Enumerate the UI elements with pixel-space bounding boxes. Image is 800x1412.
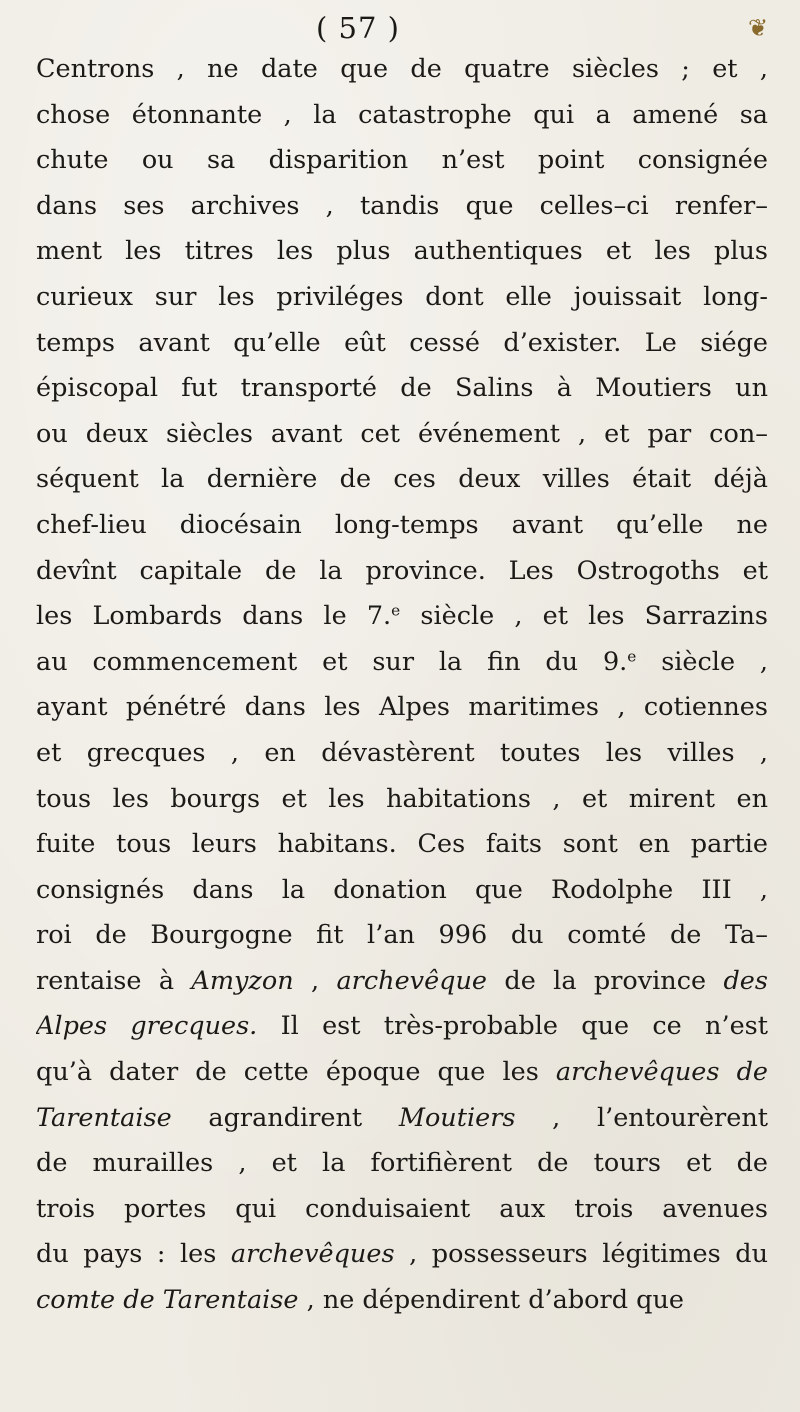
text-run: siècle , et les Sarrazins xyxy=(400,601,768,632)
text-line xyxy=(36,412,768,458)
text-run: , possesseurs légitimes du xyxy=(394,1239,768,1270)
text-line xyxy=(36,275,768,321)
text-line xyxy=(36,229,768,275)
text-run: trois portes qui conduisaient aux trois avenues xyxy=(36,1193,768,1224)
italic-text: comte de Tarentaise xyxy=(36,1285,299,1316)
body-text xyxy=(36,47,768,1324)
text-line xyxy=(36,822,768,868)
text-run: dans ses archives , tandis que celles–ci renfer– xyxy=(36,190,768,221)
text-run: du pays : les xyxy=(36,1239,231,1270)
text-line xyxy=(36,1187,768,1233)
text-run: consignés dans la donation que Rodolphe III , xyxy=(36,874,768,905)
text-line xyxy=(36,1096,768,1142)
page-number: ( 57 ) xyxy=(316,11,400,45)
text-run: séquent la dernière de ces deux villes était déjà xyxy=(36,464,768,495)
text-run: épiscopal fut transporté de Salins à Moutiers un xyxy=(36,373,768,404)
text-run: siècle , xyxy=(636,646,768,677)
text-run: , ne dépendirent d’abord que xyxy=(298,1285,684,1316)
text-run: de murailles , et la fortifièrent de tours et de xyxy=(36,1148,768,1179)
text-run: devînt capitale de la province. Les Ostrogoths et xyxy=(36,555,768,586)
italic-text: Alpes grecques. xyxy=(36,1011,258,1042)
page-header xyxy=(0,8,800,48)
text-run: chose étonnante , la catastrophe qui a amené sa xyxy=(36,99,768,130)
text-run: tous les bourgs et les habitations , et mirent en xyxy=(36,783,768,814)
italic-text: archevêques de xyxy=(555,1057,768,1088)
italic-text: Tarentaise xyxy=(36,1102,172,1133)
text-run: temps avant qu’elle eût cessé d’exister. Le siége xyxy=(36,327,768,358)
text-run: au commencement et sur la fin du 9. xyxy=(36,646,628,677)
superscript: e xyxy=(391,601,401,620)
text-line xyxy=(36,1232,768,1278)
italic-text: Amyzon xyxy=(191,965,294,996)
italic-text: archevêque xyxy=(336,965,488,996)
text-run: fuite tous leurs habitans. Ces faits sont en partie xyxy=(36,829,768,860)
italic-text: archevêques xyxy=(230,1239,395,1270)
text-run: Centrons , ne date que de quatre siècles ; et , xyxy=(36,54,768,84)
text-run: ou deux siècles avant cet événement , et par con– xyxy=(36,418,768,449)
text-run: agrandirent xyxy=(171,1102,399,1133)
text-line xyxy=(36,93,768,139)
fleuron-mark: ❦ xyxy=(748,14,769,42)
text-line xyxy=(36,594,768,640)
text-run: curieux sur les priviléges dont elle jouissait long- xyxy=(36,281,768,312)
text-run: ayant pénétré dans les Alpes maritimes , cotiennes xyxy=(36,692,768,723)
text-run: qu’à dater de cette époque que les xyxy=(36,1057,556,1088)
text-line xyxy=(36,777,768,823)
italic-text: des xyxy=(723,965,768,996)
text-line xyxy=(36,1050,768,1096)
text-run: , l’entourèrent xyxy=(515,1102,768,1133)
text-line xyxy=(36,685,768,731)
text-line xyxy=(36,366,768,412)
text-run: ment les titres les plus authentiques et les plus xyxy=(36,236,768,267)
text-line xyxy=(36,959,768,1005)
text-line xyxy=(36,868,768,914)
text-line xyxy=(36,47,768,93)
text-line xyxy=(36,1278,768,1324)
text-run: , xyxy=(293,965,337,996)
text-run: roi de Bourgogne fit l’an 996 du comté de Ta– xyxy=(36,920,768,951)
text-line xyxy=(36,549,768,595)
italic-text: Moutiers xyxy=(398,1102,516,1133)
text-run: les Lombards dans le 7. xyxy=(36,601,392,632)
text-run: chute ou sa disparition n’est point consignée xyxy=(36,145,768,176)
superscript: e xyxy=(627,647,637,666)
text-line xyxy=(36,503,768,549)
text-run: chef-lieu diocésain long-temps avant qu’elle ne xyxy=(36,509,768,540)
text-line xyxy=(36,184,768,230)
text-line xyxy=(36,1004,768,1050)
text-line xyxy=(36,457,768,503)
text-line xyxy=(36,138,768,184)
text-line xyxy=(36,321,768,367)
text-run: Il est très-probable que ce n’est xyxy=(257,1011,768,1042)
text-run: rentaise à xyxy=(36,965,192,996)
text-line xyxy=(36,731,768,777)
text-line xyxy=(36,1141,768,1187)
text-run: et grecques , en dévastèrent toutes les villes , xyxy=(36,737,768,768)
text-line xyxy=(36,913,768,959)
text-run: de la province xyxy=(487,965,724,996)
text-line xyxy=(36,640,768,686)
